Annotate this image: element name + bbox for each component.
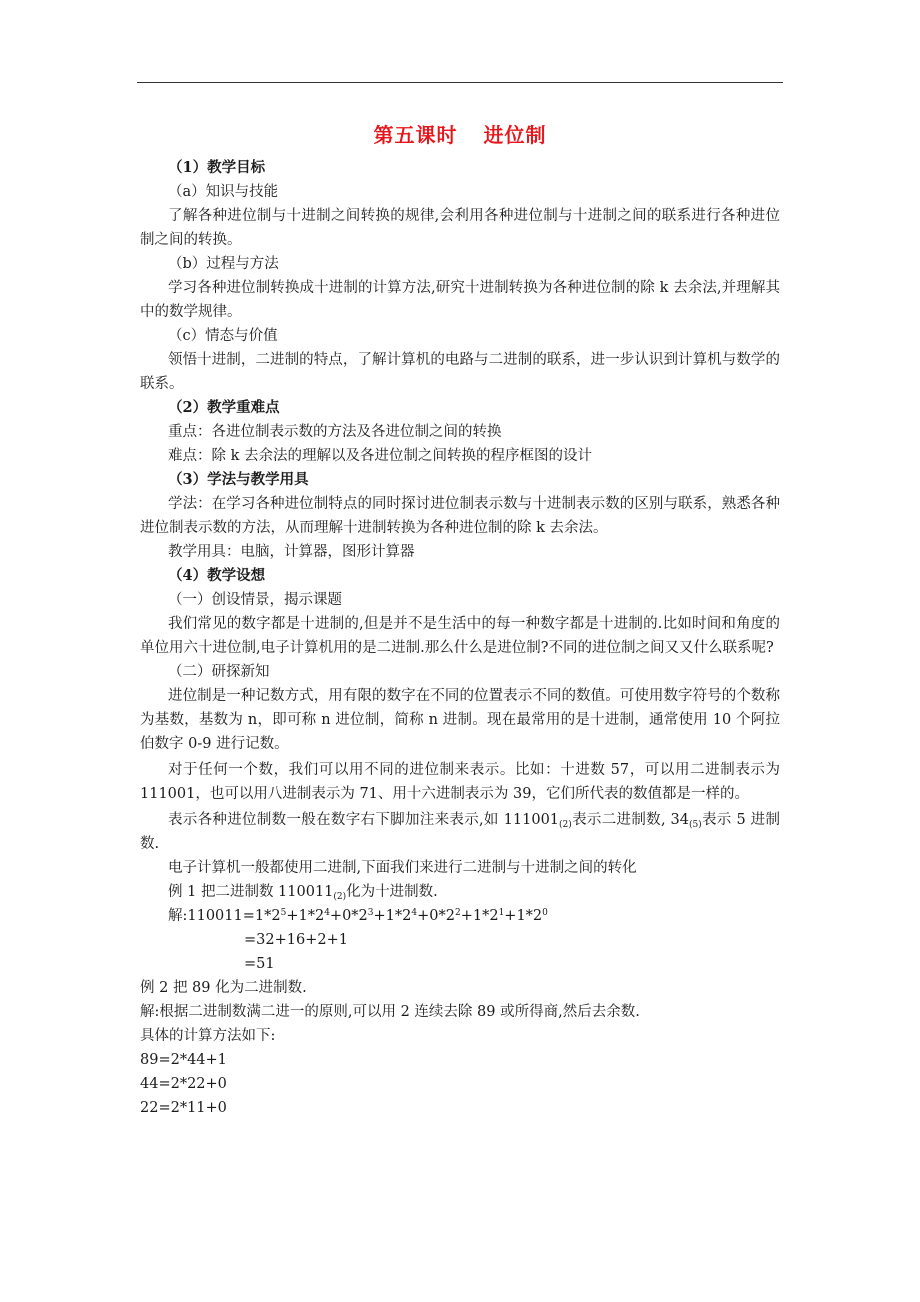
solution-1-line-3: =51: [244, 956, 275, 972]
paragraph-values: 领悟十进制，二进制的特点，了解计算机的电路与二进制的联系，进一步认识到计算机与数学的联系。: [140, 352, 780, 392]
example-2: 例 2 把 89 化为二进制数.: [140, 980, 307, 996]
example-1: 例 1 把二进制数 $110011_{(2)}$化为十进制数.: [168, 884, 438, 902]
section-heading-design: （4）教学设想: [168, 567, 266, 584]
solution-1-line-2: =32+16+2+1: [244, 932, 348, 948]
paragraph-learning-method: 学法：在学习各种进位制特点的同时探讨进位制表示数与十进制表示数的区别与联系，熟悉各种进位制表示数的方法，从而理解十进制转换为各种进位制的除 k 去余法。: [140, 496, 780, 536]
paragraph-introduction: 我们常见的数字都是十进制的,但是并不是生活中的每一种数字都是十进制的.比如时间和角度的单位用六十进位制,电子计算机用的是二进制.那么什么是进位制?不同的进位制之间又又什么联系呢?: [140, 616, 780, 656]
paragraph-knowledge: 了解各种进位制与十进制之间转换的规律,会利用各种进位制与十进制之间的联系进行各种进位制之间的转换。: [140, 208, 780, 248]
document-body: [140, 118, 780, 1120]
paragraph-hard-point: 难点：除 k 去余法的理解以及各进位制之间转换的程序框图的设计: [168, 448, 593, 464]
header-rule: [137, 82, 783, 83]
paragraph-representation: 对于任何一个数，我们可以用不同的进位制来表示。比如：十进数 57，可以用二进制表示为 111001，也可以用八进制表示为 71、用十六进制表示为 39，它们所代表的数值都是一样的。: [140, 762, 780, 802]
subheading-process: （b）过程与方法: [168, 256, 279, 272]
step-line: 22=2*11+0: [140, 1100, 227, 1116]
section-heading-key-points: （2）教学重难点: [168, 399, 280, 416]
section-heading-objectives: （1）教学目标: [168, 159, 266, 176]
paragraph-number-system: 进位制是一种记数方式，用有限的数字在不同的位置表示不同的数值。可使用数字符号的个数称为基数，基数为 n，即可称 n 进位制，简称 n 进制。现在最常用的是十进制，通常使用 10 个阿拉伯数字 0-9 进行记数。: [140, 688, 780, 752]
subheading-knowledge: （a）知识与技能: [168, 184, 279, 200]
section-heading-methods: （3）学法与教学用具: [168, 471, 309, 488]
method-intro: 具体的计算方法如下:: [140, 1028, 276, 1044]
page-title: 第五课时 进位制: [373, 123, 547, 147]
paragraph-notation: 表示各种进位制数一般在数字右下脚加注来表示,如 $111001_{(2)}$表示二进制数, $34_{(5)}$表示 5 进制数.: [140, 812, 780, 852]
paragraph-key-point: 重点：各进位制表示数的方法及各进位制之间的转换: [168, 424, 502, 440]
subheading-new-knowledge: （二）研探新知: [168, 664, 270, 680]
solution-1-line-1: 解$:110011=1*2^5+1*2^4+0*2^3+1*2^4+0*2^2+1*2^1+1*2^0$: [168, 908, 548, 924]
step-line: 89=2*44+1: [140, 1052, 227, 1068]
solution-2: 解:根据二进制数满二进一的原则,可以用 2 连续去除 89 或所得商,然后去余数.: [140, 1004, 640, 1020]
step-line: 44=2*22+0: [140, 1076, 227, 1092]
subheading-introduction: （一）创设情景，揭示课题: [168, 592, 342, 608]
paragraph-teaching-tools: 教学用具：电脑，计算器，图形计算器: [168, 544, 415, 560]
paragraph-conversion-intro: 电子计算机一般都使用二进制,下面我们来进行二进制与十进制之间的转化: [168, 860, 637, 876]
subheading-values: （c）情态与价值: [168, 328, 278, 344]
paragraph-process: 学习各种进位制转换成十进制的计算方法,研究十进制转换为各种进位制的除 k 去余法,并理解其中的数学规律。: [140, 280, 780, 320]
